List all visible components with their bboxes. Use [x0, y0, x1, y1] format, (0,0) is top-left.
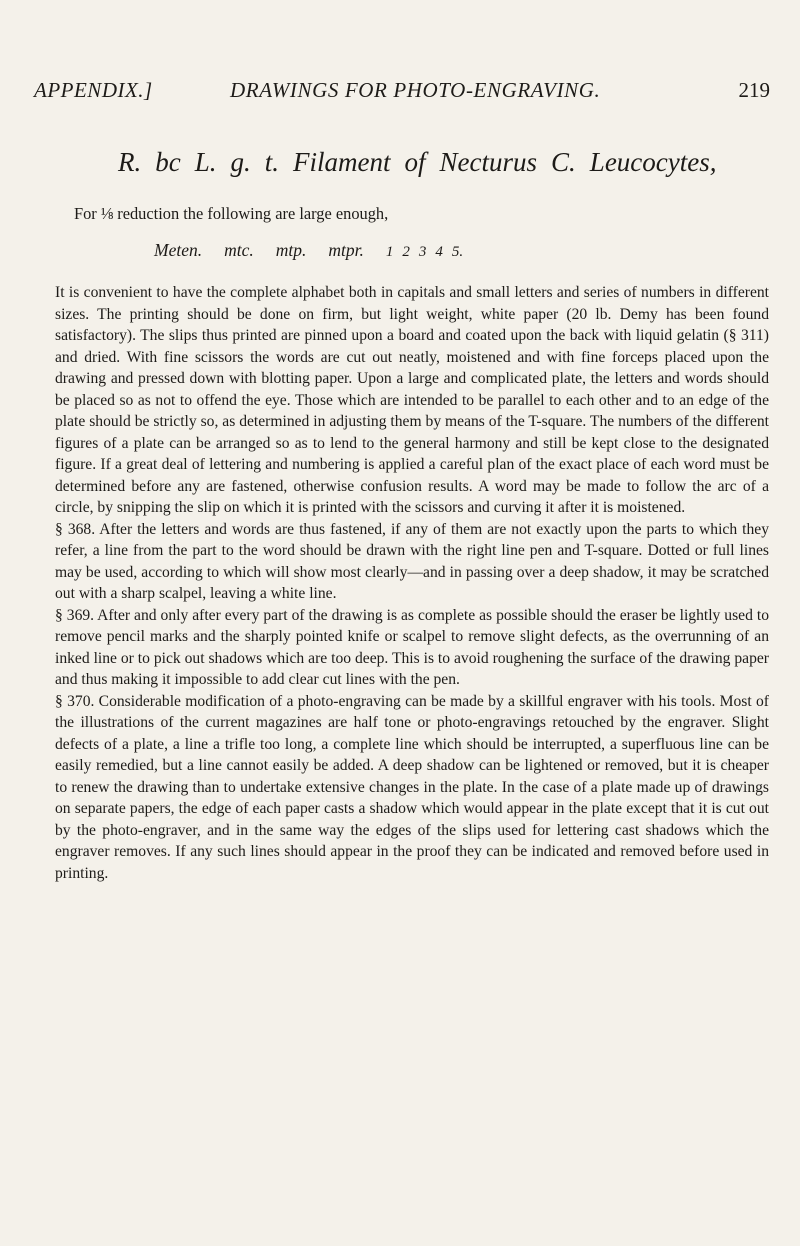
- running-head: [34, 78, 770, 106]
- running-head-section: APPENDIX.]: [34, 78, 153, 102]
- paragraph-370: § 370. Considerable modification of a photo-engraving can be made by a skillful engraver with his tools. Most of the illustrations of the current magazines are half tone or photo-engravings retouched by the engraver. Slight defects of a plate, a line a trifle too long, a complete line which should be interrupted, a superfluous line can be easily remedied, but a line cannot easily be added. A deep shadow can be lightened or removed, but it is cheaper to renew the drawing than to undertake extensive changes in the plate. In the case of a plate made up of drawings on separate papers, the edge of each paper casts a shadow which would appear in the plate except that it is cut out by the photo-engraver, and in the same way the edges of the slips used for lettering cast shadows which the engraver removes. If any such lines should appear in the proof they can be indicated and removed before used in printing.: [55, 692, 769, 882]
- sample-word: mtpr.: [328, 240, 364, 260]
- sample-word: t.: [264, 147, 280, 177]
- sample-word: L.: [194, 147, 217, 177]
- body-text: [55, 282, 769, 884]
- sample-word: C.: [551, 147, 576, 177]
- running-head-title: DRAWINGS FOR PHOTO-ENGRAVING.: [230, 78, 601, 102]
- sample-number: 1: [385, 244, 394, 260]
- sample-number: 2: [402, 244, 410, 260]
- sample-word: of: [404, 147, 426, 177]
- lettering-sample-large: [118, 147, 758, 178]
- lettering-sample-small: [154, 240, 472, 261]
- sample-number: 4: [435, 244, 443, 260]
- intro-line: For ⅛ reduction the following are large enough,: [74, 204, 389, 223]
- sample-number: 5.: [451, 244, 464, 260]
- sample-word: g.: [230, 147, 251, 177]
- sample-word: Leucocytes,: [589, 147, 717, 177]
- sample-number: 3: [418, 244, 427, 260]
- sample-word: R.: [118, 147, 142, 177]
- sample-word: Necturus: [439, 147, 538, 177]
- sample-word: Meten.: [154, 240, 203, 260]
- paragraph-369: § 369. After and only after every part of the drawing is as complete as possible should the eraser be lightly used to remove pencil marks and the sharply pointed knife or scalpel to remove slight defects, as the overrunning of an inked line or to pick out shadows which are too deep. This is to avoid roughening the surface of the drawing paper and thus making it impossible to add clear cut lines with the pen.: [55, 606, 769, 688]
- sample-word: Filament: [293, 147, 391, 177]
- page-number: 219: [738, 78, 770, 102]
- sample-word: mtp.: [275, 240, 307, 260]
- paragraph: It is convenient to have the complete alphabet both in capitals and small letters and series of numbers in different sizes. The printing should be done on firm, but light weight, white paper (20 lb. Demy has been found satisfactory). The slips thus printed are pinned upon a board and coated upon the back with liquid gelatin (§ 311) and dried. With fine scissors the words are cut out neatly, moistened and with fine forceps placed upon the drawing and pressed down with blotting paper. Upon a large and complicated plate, the letters and words should be placed so as not to offend the eye. Those which are intended to be parallel to each other and to an edge of the plate should be strictly so, as determined in adjusting them by means of the T-square. The numbers of the different figures of a plate can be arranged so as to lend to the general harmony and still be kept close to the designated figure. If a great deal of lettering and numbering is applied a careful plan of the exact place of each word must be determined before any are fastened, otherwise confusion results. A word may be made to follow the arc of a circle, by snipping the slip on which it is printed with the scissors and curving it after it is moistened.: [55, 284, 769, 516]
- paragraph-368: § 368. After the letters and words are thus fastened, if any of them are not exactly upon the parts to which they refer, a line from the part to the word should be drawn with the right line pen and T-square. Dotted or full lines may be used, according to which will show most clearly—and in passing over a deep shadow, it may be scratched out with a sharp scalpel, leaving a white line.: [55, 520, 769, 602]
- sample-word: bc: [155, 147, 181, 177]
- sample-word: mtc.: [224, 240, 254, 260]
